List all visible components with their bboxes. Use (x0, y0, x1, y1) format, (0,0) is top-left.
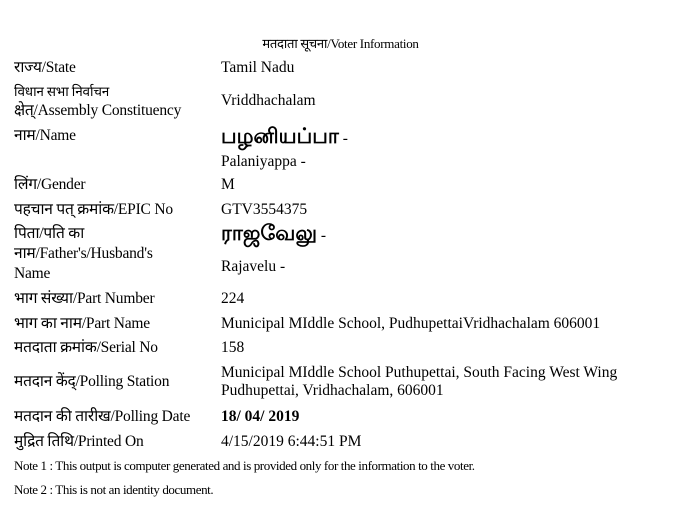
relation-label-line1: पिता/पति का (14, 225, 85, 242)
relation-value-tamil (221, 221, 326, 248)
page-title: मतदाता सूचना/Voter Information (262, 36, 419, 51)
state-label: राज्य/State (14, 59, 76, 76)
note-1: Note 1 : This output is computer generated and is provided only for the information to the voter. (14, 458, 475, 473)
polling-station-value-line2: Pudhupettai, Vridhachalam, 606001 (221, 382, 444, 399)
serial-label: मतदाता क्रमांक/Serial No (14, 339, 158, 356)
name-label: नाम/Name (14, 127, 76, 144)
polling-station-label: मतदान केंद्/Polling Station (14, 373, 170, 390)
relation-label-line3: Name (14, 265, 51, 282)
name-value-english: Palaniyappa - (221, 153, 306, 170)
part-name-label: भाग का नाम/Part Name (14, 315, 150, 332)
relation-label-line2: नाम/Father's/Husband's (14, 245, 153, 262)
polling-station-value-line1: Municipal MIddle School Puthupettai, South Facing West Wing (221, 364, 618, 381)
gender-label: लिंग/Gender (14, 176, 86, 193)
name-tamil-text: பழனியப்பா (221, 124, 339, 148)
polling-date-value: 18/ 04/ 2019 (221, 408, 300, 425)
epic-value: GTV3554375 (221, 201, 308, 218)
part-number-label: भाग संख्या/Part Number (14, 290, 155, 307)
assembly-label-line2: क्षेत्/Assembly Constituency (14, 102, 182, 119)
polling-date-label: मतदान की तारीख/Polling Date (14, 408, 191, 425)
name-tamil-suffix: - (338, 130, 348, 147)
note-2: Note 2 : This is not an identity document. (14, 482, 214, 497)
serial-value: 158 (221, 339, 245, 356)
printed-on-label: मुद्रित तिथि/Printed On (14, 433, 144, 450)
relation-tamil-suffix: - (316, 227, 327, 244)
relation-value-english: Rajavelu - (221, 258, 286, 275)
gender-value: M (221, 176, 235, 193)
relation-tamil-text: ராஜவேலு (221, 221, 317, 245)
part-name-value: Municipal MIddle School, PudhupettaiVridhachalam 606001 (221, 315, 601, 332)
epic-label: पहचान पत् क्रमांक/EPIC No (14, 201, 173, 218)
state-value: Tamil Nadu (221, 59, 295, 76)
name-value-tamil (221, 124, 348, 151)
assembly-label-line1: विधान सभा निर्वाचन (14, 84, 110, 99)
printed-on-value: 4/15/2019 6:44:51 PM (221, 433, 362, 450)
assembly-value: Vriddhachalam (221, 92, 316, 109)
part-number-value: 224 (221, 290, 245, 307)
